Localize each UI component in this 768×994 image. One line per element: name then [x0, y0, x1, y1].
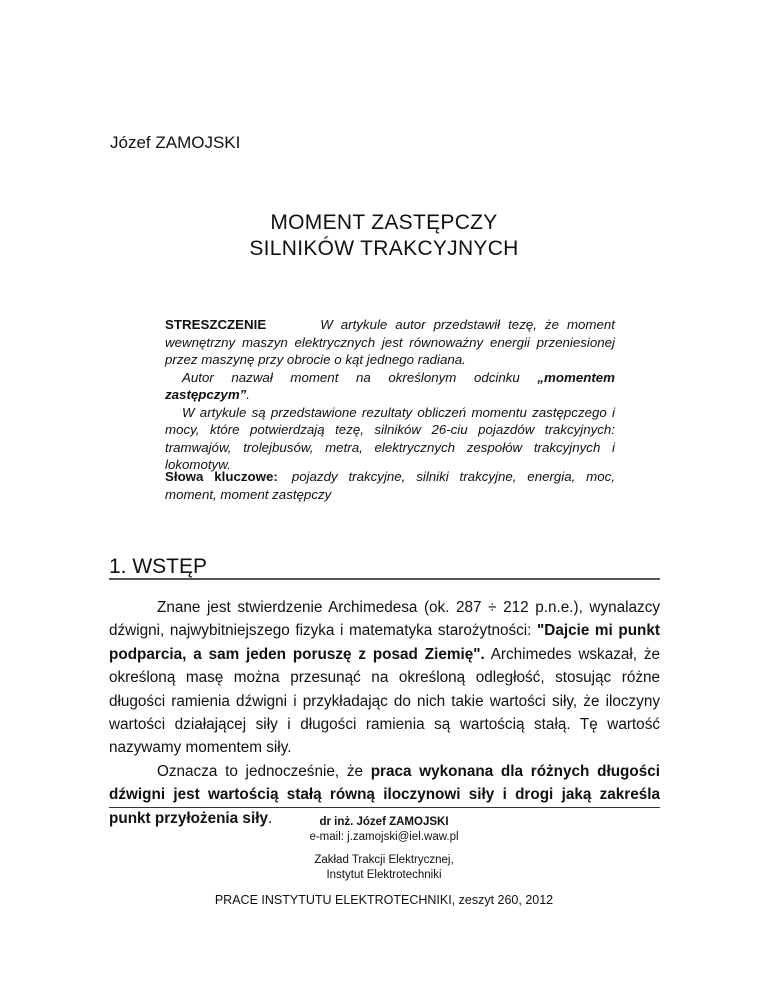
body-paragraph-1 — [109, 596, 660, 760]
abstract — [165, 316, 615, 474]
body-text-1b: Archimedes wskazał, że określoną masę można przesunąć na określoną odległość, stosując różne długości ramienia dźwigni i przykładając do nich takie wartości siły, że iloczyny wartości działającej siły i długości ramienia są wartością stałą. Tę wartość nazywamy momentem siły. — [109, 645, 661, 757]
archimedes-quote: "Dajcie mi punkt podparcia, a sam jeden poruszę z posad Ziemię". — [109, 622, 660, 663]
body-text-2a: Oznacza to jednocześnie, że — [157, 762, 371, 780]
abstract-text-2b: . — [246, 387, 250, 402]
abstract-paragraph-3: W artykule są przedstawione rezultaty obliczeń momentu zastępczego i mocy, które potwierdzają tezę, silników 26-ciu pojazdów trakcyjnych: tramwajów, trolejbusów, metra, elektrycznych zespołów trakcyjnych i lokomotyw. — [165, 404, 615, 472]
body-text-2b: . — [267, 809, 273, 827]
section-rule — [109, 578, 660, 580]
footer-email: e-mail: j.zamojski@iel.waw.pl — [309, 831, 459, 843]
title-line-1: MOMENT ZASTĘPCZY — [270, 211, 498, 234]
keywords-text: pojazdy trakcyjne, silniki trakcyjne, energia, moc, moment, moment zastępczy — [165, 469, 615, 502]
body-text — [109, 596, 660, 830]
abstract-heading: STRESZCZENIE — [165, 317, 267, 332]
body-text-1a: Znane jest stwierdzenie Archimedesa (ok. 287 ÷ 212 p.n.e.), wynalazcy dźwigni, najwybitniejszego fizyka i matematyka starożytności: — [109, 599, 660, 640]
abstract-term: „momentem zastępczym” — [165, 369, 615, 402]
abstract-paragraph-2 — [165, 369, 615, 404]
abstract-paragraph-1 — [165, 316, 615, 369]
section-heading: 1. WSTĘP — [109, 555, 208, 578]
footer-department: Zakład Trakcji Elektrycznej, — [314, 854, 454, 866]
footer-rule — [109, 807, 660, 808]
keywords — [165, 468, 615, 503]
footer-journal: PRACE INSTYTUTU ELEKTROTECHNIKI, zeszyt 260, 2012 — [214, 893, 554, 907]
keywords-label: Słowa kluczowe: — [165, 469, 278, 484]
title-line-2: SILNIKÓW TRAKCYJNYCH — [249, 237, 519, 260]
footer-author: dr inż. Józef ZAMOJSKI — [319, 816, 449, 828]
author-name: Józef ZAMOJSKI — [110, 133, 241, 152]
footer-institute: Instytut Elektrotechniki — [326, 869, 442, 881]
abstract-text-2a: Autor nazwał moment na określonym odcinku — [182, 369, 538, 385]
body-emphasis: praca wykonana dla różnych długości dźwigni jest wartością stałą równą iloczynowi siły i drogi jaką zakreśla punkt przyłożenia siły — [109, 762, 660, 827]
abstract-text-1: W artykule autor przedstawił tezę, że moment wewnętrzny maszyn elektrycznych jest równoważny energii przeniesionej przez maszynę przy obrocie o kąt jednego radiana. — [165, 317, 615, 367]
